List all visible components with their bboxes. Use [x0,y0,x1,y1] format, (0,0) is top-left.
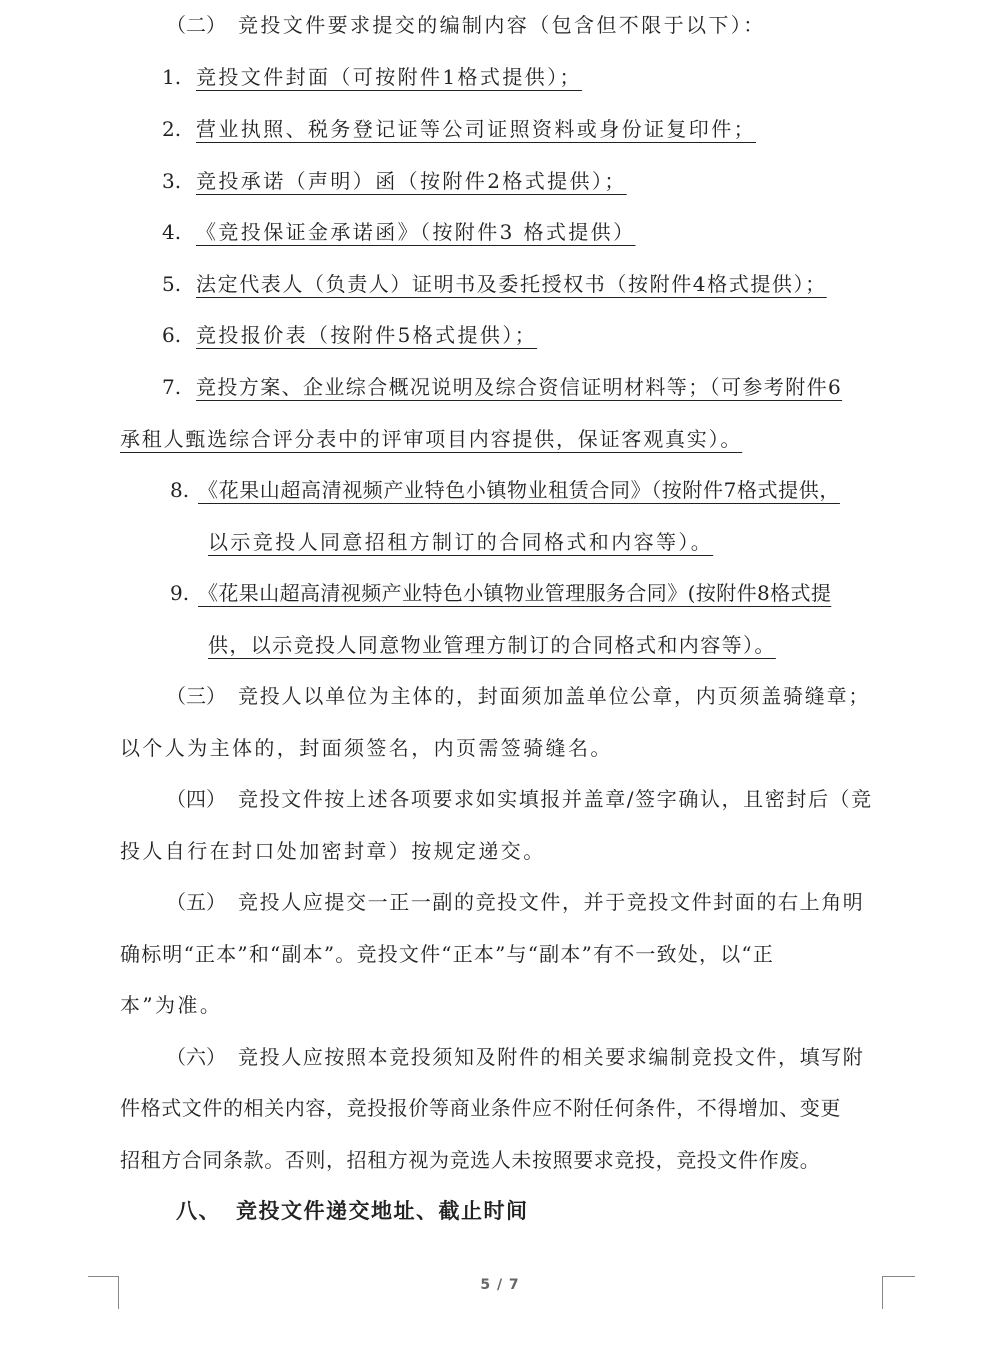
section-4-line-1 [166,784,873,814]
item-text: 竞投方案、企业综合概况说明及综合资信证明材料等；（可参考附件6 [196,375,843,399]
item-number: 6. [162,323,182,347]
section-marker: （五） [166,890,226,914]
section-marker: （三） [166,684,226,708]
section-text: 投人自行在封口处加密封章）按规定递交。 [120,839,546,863]
list-item-8 [170,475,840,505]
item-text-continued: 承租人甄选综合评分表中的评审项目内容提供，保证客观真实）。 [120,427,743,451]
list-item-2 [162,114,756,144]
page-number: 5 / 7 [480,1277,520,1293]
item-text: 《花果山超高清视频产业特色小镇物业租赁合同》（按附件7格式提供， [198,478,840,502]
section-3-line-1 [166,681,870,711]
item-number: 5. [162,272,182,296]
list-item-7-continuation [120,424,742,454]
item-number: 1. [162,65,182,89]
section-6-line-2 [120,1093,841,1123]
section-text: 招租方合同条款。否则，招租方视为竞选人未按照要求竞投，竞投文件作废。 [120,1148,821,1172]
list-item-9-continuation [208,630,776,660]
section-5-line-3 [120,990,222,1020]
list-item-1 [162,62,582,92]
item-text: 《竞投保证金承诺函》（按附件3 格式提供） [196,220,636,244]
list-item-4 [162,217,635,247]
item-number: 3. [162,169,182,193]
section-text: 确标明“正本”和“副本”。竞投文件“正本”与“副本”有不一致处，以“正 [120,942,775,966]
item-text: 营业执照、税务登记证等公司证照资料或身份证复印件； [196,117,756,141]
section-5-line-2 [120,939,774,969]
list-item-9 [170,578,831,608]
item-text-continued: 以示竞投人同意招租方制订的合同格式和内容等）。 [208,530,714,554]
item-number: 4. [162,220,182,244]
list-item-8-continuation [208,527,713,557]
section-6-line-3 [120,1145,820,1175]
heading-section-8 [176,1196,529,1226]
section-marker: （四） [166,787,226,811]
item-text: 《花果山超高清视频产业特色小镇物业管理服务合同》(按附件8格式提 [198,581,832,605]
section-text: 件格式文件的相关内容，竞投报价等商业条件应不附任何条件，不得增加、变更 [120,1096,841,1120]
section-marker: （六） [166,1045,226,1069]
section-text: 竞投文件按上述各项要求如实填报并盖章/签字确认，且密封后（竞 [238,787,873,811]
item-text: 法定代表人（负责人）证明书及委托授权书（按附件4格式提供）； [196,272,827,296]
item-number: 8. [170,478,190,502]
section-4-line-2 [120,836,546,866]
section-marker: （二） [166,13,226,37]
section-2-line [166,10,766,40]
section-text: 竞投人应按照本竞投须知及附件的相关要求编制竞投文件，填写附 [238,1045,865,1069]
item-text: 竞投文件封面（可按附件1格式提供）； [196,65,582,89]
list-item-5 [162,269,827,299]
list-item-6 [162,320,537,350]
section-text: 竞投人应提交一正一副的竞投文件，并于竞投文件封面的右上角明 [238,890,865,914]
section-text: 本”为准。 [120,993,223,1017]
section-text: 竞投文件要求提交的编制内容（包含但不限于以下）： [238,13,766,37]
list-item-3 [162,166,627,196]
section-6-line-1 [166,1042,864,1072]
item-number: 9. [170,581,190,605]
item-text: 竞投承诺（声明）函（按附件2格式提供）； [196,169,627,193]
item-text-continued: 供，以示竞投人同意物业管理方制订的合同格式和内容等）。 [208,633,776,657]
section-text: 以个人为主体的，封面须签名，内页需签骑缝名。 [120,736,613,760]
list-item-7 [162,372,842,402]
item-text: 竞投报价表（按附件5格式提供）； [196,323,538,347]
item-number: 2. [162,117,182,141]
heading-text: 竞投文件递交地址、截止时间 [236,1199,529,1223]
heading-number: 八、 [176,1199,221,1223]
section-3-line-2 [120,733,613,763]
item-number: 7. [162,375,182,399]
section-5-line-1 [166,887,864,917]
section-text: 竞投人以单位为主体的，封面须加盖单位公章，内页须盖骑缝章； [238,684,871,708]
